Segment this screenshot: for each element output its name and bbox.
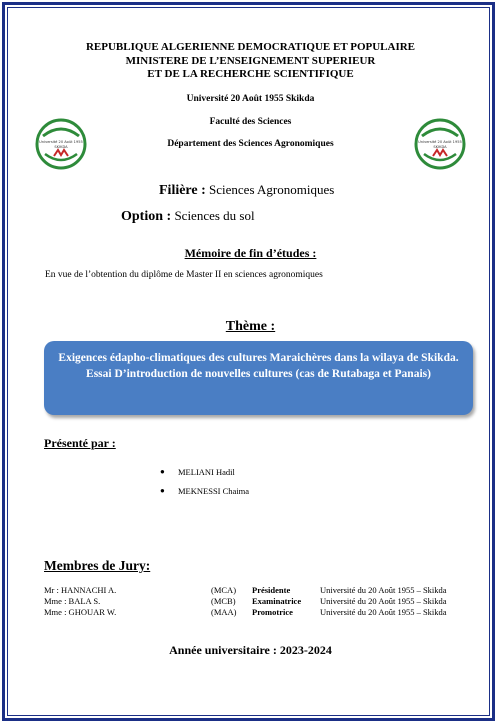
theme-box bbox=[44, 341, 473, 415]
jury-name: Mr : HANNACHI A. bbox=[44, 585, 117, 595]
republic-line: REPUBLIQUE ALGERIENNE DEMOCRATIQUE ET POPULAIRE bbox=[85, 41, 416, 53]
jury-institution: Université du 20 Août 1955 – Skikda bbox=[320, 585, 447, 595]
theme-label: Thème : bbox=[225, 319, 276, 334]
option-line bbox=[121, 208, 255, 225]
presented-by-label: Présenté par : bbox=[44, 436, 116, 450]
jury-grade: (MCA) bbox=[211, 585, 237, 595]
ministry-line: MINISTERE DE L’ENSEIGNEMENT SUPERIEUR bbox=[125, 54, 376, 67]
bullet-icon: ● bbox=[160, 467, 165, 476]
jury-name: Mme : BALA S. bbox=[44, 596, 101, 606]
faculty-name: Faculté des Sciences bbox=[209, 117, 292, 127]
logo-text-line1: Université 20 Août 1955 bbox=[39, 140, 83, 144]
bullet-icon: ● bbox=[160, 486, 165, 495]
list-item bbox=[160, 462, 249, 481]
memoire-title: Mémoire de fin d’études : bbox=[184, 246, 317, 260]
jury-role: Promotrice bbox=[252, 607, 293, 617]
student-name: MEKNESSI Chaima bbox=[178, 485, 250, 496]
logo-text-line2: SKIKDA bbox=[433, 145, 447, 149]
student-list bbox=[160, 462, 249, 500]
academic-year: Année universitaire : 2023-2024 bbox=[169, 643, 332, 657]
jury-name: Mme : GHOUAR W. bbox=[44, 607, 117, 617]
jury-role: Présidente bbox=[252, 585, 291, 595]
jury-grade: (MCB) bbox=[211, 596, 236, 606]
jury-institution: Université du 20 Août 1955 – Skikda bbox=[320, 596, 447, 606]
jury-role: Examinatrice bbox=[252, 596, 302, 606]
university-name: Université 20 Août 1955 Skikda bbox=[186, 94, 315, 104]
list-item bbox=[160, 481, 249, 500]
jury-institution: Université du 20 Août 1955 – Skikda bbox=[320, 607, 447, 617]
obtention-text: En vue de l’obtention du diplôme de Master II en sciences agronomiques bbox=[45, 270, 323, 280]
filiere-value: Sciences Agronomiques bbox=[209, 182, 335, 197]
option-value: Sciences du sol bbox=[174, 208, 255, 223]
logo-text-line1: Université 20 Août 1955 bbox=[418, 140, 462, 144]
filiere-line bbox=[159, 182, 334, 199]
filiere-label: Filière : bbox=[159, 183, 206, 198]
university-logo-left bbox=[35, 118, 87, 170]
department-name: Département des Sciences Agronomiques bbox=[167, 139, 334, 149]
logo-text-line2: SKIKDA bbox=[54, 145, 68, 149]
student-name: MELIANI Hadil bbox=[178, 466, 235, 477]
option-label: Option : bbox=[121, 209, 172, 224]
research-line: ET DE LA RECHERCHE SCIENTIFIQUE bbox=[147, 68, 354, 80]
jury-label: Membres de Jury: bbox=[44, 558, 151, 573]
theme-text: Exigences édapho-climatiques des cultures Maraichères dans la wilaya de Skikda. Essai D’introduction de nouvelles cultures (cas de Rutabaga et Panais) bbox=[58, 352, 459, 380]
university-logo-right bbox=[414, 118, 466, 170]
republic-header bbox=[0, 41, 501, 82]
jury-grade: (MAA) bbox=[211, 607, 237, 617]
